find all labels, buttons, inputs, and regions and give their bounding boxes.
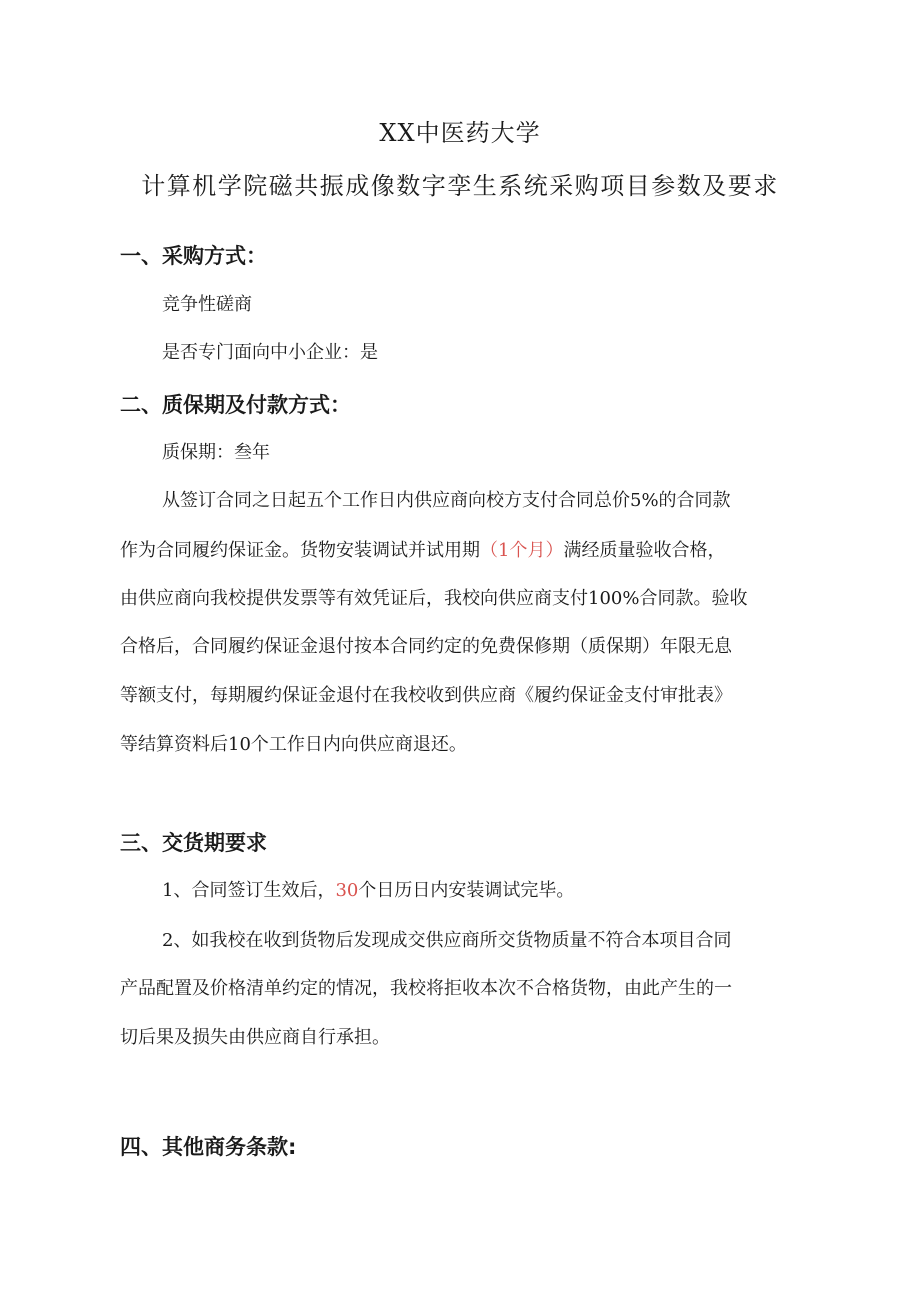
- section-heading-delivery: 三、交货期要求: [120, 831, 267, 855]
- payment-line-2-end: 满经质量验收合格，: [563, 540, 726, 561]
- section-heading-other-terms: 四、其他商务条款:: [120, 1135, 297, 1159]
- payment-paragraph-line-1: 从签订合同之日起五个工作日内供应商向校方支付合同总价5%的合同款: [162, 490, 731, 511]
- sme-statement: 是否专门面向中小企业：是: [162, 342, 378, 363]
- payment-paragraph-line-5: 等额支付，每期履约保证金退付在我校收到供应商《履约保证金支付审批表》: [120, 685, 732, 706]
- section-heading-procurement-method: 一、采购方式：: [120, 244, 267, 268]
- delivery-item-1-end: 个日历日内安装调试完毕。: [358, 880, 575, 901]
- delivery-item-2-line-3: 切后果及损失由供应商自行承担。: [120, 1027, 390, 1048]
- delivery-item-1-start: 1、合同签订生效后，: [162, 880, 336, 901]
- document-title-project: 计算机学院磁共振成像数字孪生系统采购项目参数及要求: [141, 172, 779, 200]
- delivery-item-2-line-2: 产品配置及价格清单约定的情况，我校将拒收本次不合格货物，由此产生的一: [120, 978, 732, 999]
- procurement-method-value: 竞争性磋商: [162, 294, 252, 315]
- document-title-university: XX中医药大学: [379, 119, 541, 147]
- delivery-item-1: [162, 878, 574, 904]
- delivery-days-highlight: 30: [335, 880, 359, 901]
- trial-period-highlight: （1个月）: [480, 540, 564, 561]
- warranty-period: 质保期：叁年: [162, 442, 270, 463]
- payment-line-2-start: 作为合同履约保证金。货物安装调试并试用期: [120, 540, 480, 561]
- payment-paragraph-line-3: 由供应商向我校提供发票等有效凭证后，我校向供应商支付100%合同款。验收: [120, 588, 748, 609]
- delivery-item-2-line-1: 2、如我校在收到货物后发现成交供应商所交货物质量不符合本项目合同: [162, 930, 732, 951]
- payment-paragraph-line-6: 等结算资料后10个工作日内向供应商退还。: [120, 734, 467, 755]
- payment-paragraph-line-2: [120, 538, 725, 564]
- payment-paragraph-line-4: 合格后，合同履约保证金退付按本合同约定的免费保修期（质保期）年限无息: [120, 636, 732, 657]
- section-heading-warranty-payment: 二、质保期及付款方式：: [120, 393, 351, 417]
